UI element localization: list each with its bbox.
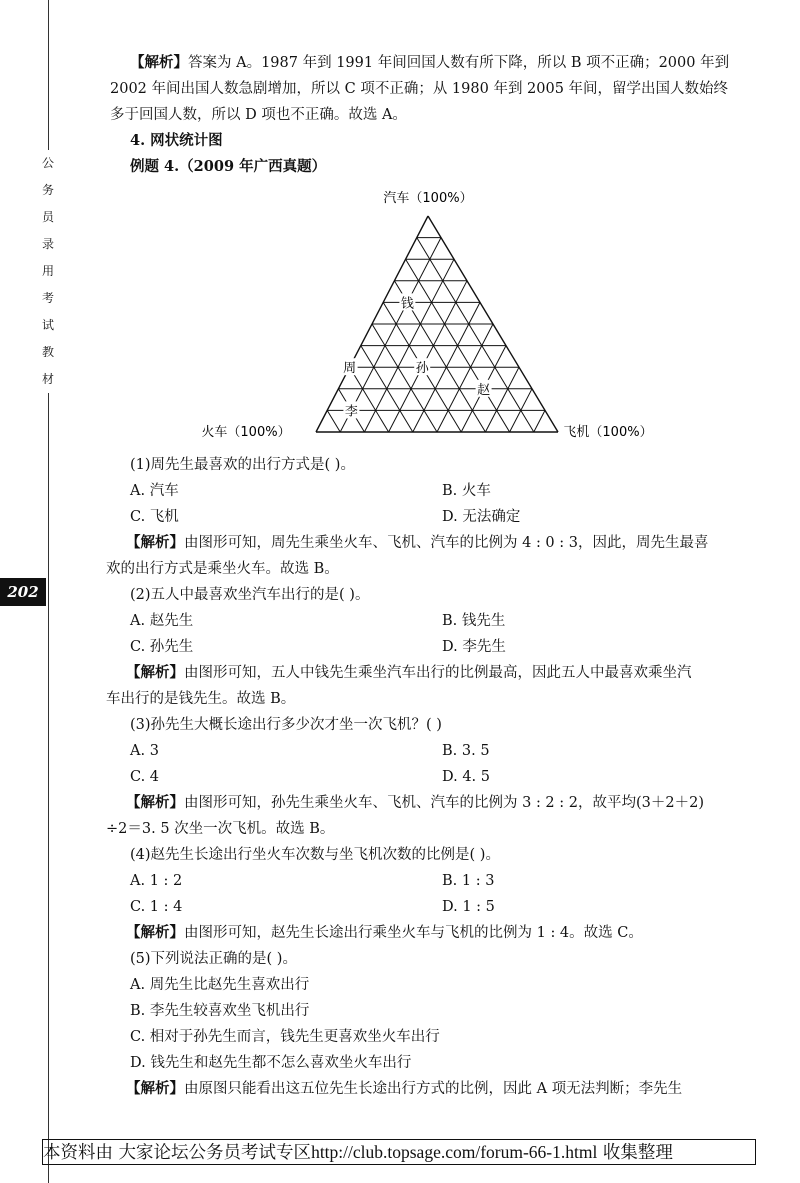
option: B. 火车 [442, 483, 491, 499]
triangle-diagram [200, 182, 660, 447]
option: A. 赵先生 [130, 613, 194, 629]
option: C. 1 : 4 [130, 899, 183, 915]
option: C. 孙先生 [130, 639, 194, 655]
side-char: 员 [41, 210, 54, 224]
point-label: 周 [343, 361, 357, 377]
footer-banner: 本资料由 大家论坛公务员考试专区http://club.topsage.com/forum-66-1.html 收集整理 [42, 1139, 756, 1165]
option: B. 3. 5 [442, 743, 490, 759]
analysis-line: 欢的出行方式是乘坐火车。故选 B。 [106, 561, 339, 577]
analysis-line: ÷2＝3. 5 次坐一次飞机。故选 B。 [106, 821, 335, 837]
example-title: 例题 4.（2009 年广西真题） [130, 158, 327, 175]
option-row [130, 634, 758, 660]
analysis-tag: 【解析】 [126, 794, 184, 811]
option-row [130, 894, 758, 920]
point-label: 孙 [415, 361, 429, 377]
page-number: 202 [0, 578, 46, 606]
option-row [130, 764, 758, 790]
option-row [130, 478, 758, 504]
question-list [106, 452, 758, 1102]
side-char: 公 [41, 156, 54, 170]
footer-link[interactable]: http://club.topsage.com/forum-66-1.html [311, 1142, 598, 1162]
point-label: 李 [344, 404, 358, 420]
point-label: 赵 [477, 382, 491, 398]
grid-line [534, 410, 545, 432]
question-stem: (3)孙先生大概长途出行多少次才坐一次飞机？( ) [130, 717, 442, 733]
option: B. 钱先生 [442, 613, 506, 629]
option: A. 汽车 [130, 483, 179, 499]
section-title: 4. 网状统计图 [130, 132, 223, 149]
analysis-line: 【解析】由原图只能看出这五位先生长途出行方式的比例，因此 A 项无法判断；李先生 [126, 1080, 683, 1097]
option-row [130, 608, 758, 634]
analysis-tag: 【解析】 [130, 54, 188, 71]
triangle-svg [200, 182, 660, 447]
analysis-line: 【解析】由图形可知，周先生乘坐火车、飞机、汽车的比例为 4 : 0 : 3，因此，周先生最喜 [126, 534, 709, 551]
analysis-line: 车出行的是钱先生。故选 B。 [106, 691, 296, 707]
diagram-points [342, 293, 492, 419]
option-row [130, 738, 758, 764]
analysis-tag: 【解析】 [126, 664, 184, 681]
side-book-title [40, 150, 56, 393]
grid-line [437, 324, 493, 432]
side-char: 录 [41, 237, 54, 251]
option: D. 无法确定 [442, 509, 521, 525]
analysis-line: 【解析】由图形可知，五人中钱先生乘坐汽车出行的比例最高，因此五人中最喜欢乘坐汽 [126, 664, 692, 681]
question-stem: (2)五人中最喜欢坐汽车出行的是( )。 [130, 587, 370, 603]
triangle-grid [316, 216, 558, 432]
top-vertex-label: 汽车（100%） [383, 191, 473, 206]
question-stem: (4)赵先生长途出行坐火车次数与坐飞机次数的比例是( )。 [130, 847, 500, 863]
analysis-tag: 【解析】 [126, 534, 184, 551]
option: D. 1 : 5 [442, 899, 495, 915]
right-vertex-label: 飞机（100%） [563, 425, 653, 440]
side-char: 务 [41, 183, 54, 197]
analysis-line: 【解析】由图形可知，赵先生长途出行乘坐火车与飞机的比例为 1 : 4。故选 C。 [126, 924, 643, 941]
grid-line [417, 238, 534, 432]
intro-analysis: 【解析】答案为 A。1987 年到 1991 年间回国人数有所下降，所以 B 项不正确；2000 年到 2002 年间出国人数急剧增加，所以 C 项不正确；从 1980 年到 2005 年间，留学出国人数始终 多于回国人数，所以 D 项也不正确。故选 A。 4. 网状统计图 例题 4.（2009 年广西真题） [130, 50, 758, 180]
option: A. 1 : 2 [130, 873, 183, 889]
option: B. 1 : 3 [442, 873, 495, 889]
analysis-tag: 【解析】 [126, 924, 184, 941]
grid-line [327, 410, 340, 432]
side-char: 教 [41, 345, 54, 359]
side-char: 试 [41, 318, 54, 332]
analysis-tag: 【解析】 [126, 1080, 184, 1097]
left-vertex-label: 火车（100%） [201, 425, 291, 440]
option: C. 飞机 [130, 509, 179, 525]
option: A. 周先生比赵先生喜欢出行 [130, 977, 310, 993]
option: D. 李先生 [442, 639, 506, 655]
side-char: 用 [41, 264, 54, 278]
option-row [130, 868, 758, 894]
option-row [130, 504, 758, 530]
option: C. 相对于孙先生而言，钱先生更喜欢坐火车出行 [130, 1029, 440, 1045]
option: C. 4 [130, 769, 160, 785]
side-char: 考 [41, 291, 54, 305]
question-stem: (1)周先生最喜欢的出行方式是( )。 [130, 457, 355, 473]
option: B. 李先生较喜欢坐飞机出行 [130, 1003, 310, 1019]
grid-line [372, 324, 437, 432]
analysis-line: 【解析】由图形可知，孙先生乘坐火车、飞机、汽车的比例为 3 : 2 : 2，故平均(3＋2＋2) [126, 794, 704, 811]
side-char: 材 [41, 372, 54, 386]
point-label: 钱 [400, 296, 414, 312]
option: D. 4. 5 [442, 769, 490, 785]
option: D. 钱先生和赵先生都不怎么喜欢坐火车出行 [130, 1055, 412, 1071]
option: A. 3 [130, 743, 159, 759]
question-stem: (5)下列说法正确的是( )。 [130, 951, 297, 967]
